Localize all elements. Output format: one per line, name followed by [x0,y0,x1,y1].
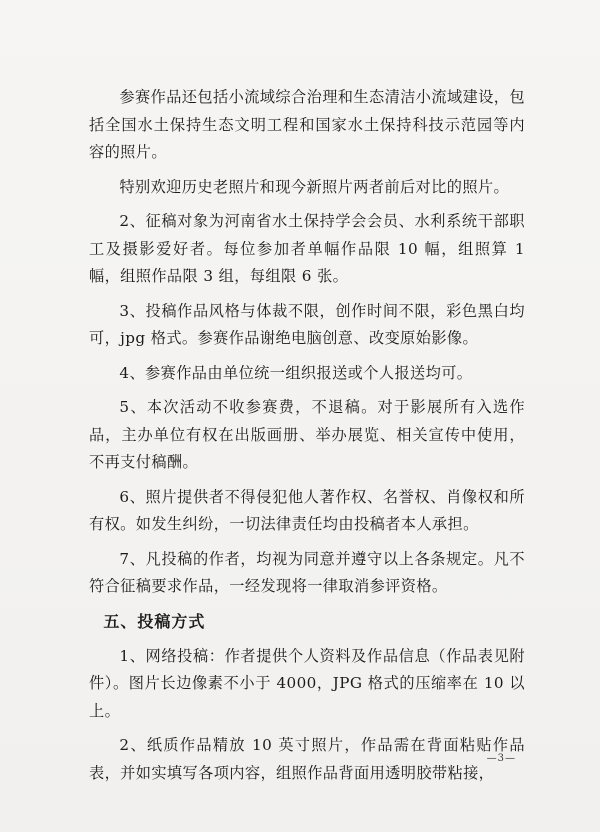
paragraph-print-submission: 2、纸质作品精放 10 英寸照片，作品需在背面粘贴作品表，并如实填写各项内容，组照作品背面用透明胶带粘接， [89,736,525,782]
page-number: —3— [486,753,516,764]
paragraph-participating-works: 参赛作品还包括小流域综合治理和生态清洁小流域建设，包括全国水土保持生态文明工程和国家水土保持科技示范园等内容的照片。 [89,88,525,161]
paragraph-historical-photos: 特别欢迎历史老照片和现今新照片两者前后对比的照片。 [119,177,510,196]
paragraph-rule-4: 4、参赛作品由单位统一组织报送或个人报送均可。 [119,363,473,382]
paragraph-rule-5: 5、本次活动不收参赛费，不退稿。对于影展所有入选作品，主办单位有权在出版画册、举办展览、相关宣传中使用，不再支付稿酬。 [89,398,525,471]
paragraph-rule-3: 3、投稿作品风格与体裁不限，创作时间不限，彩色黑白均可，jpg 格式。参赛作品谢绝电脑创意、改变原始影像。 [89,301,525,347]
section-heading-submission-method: 五、投稿方式 [103,611,206,631]
paragraph-rule-2: 2、征稿对象为河南省水土保持学会会员、水利系统干部职工及摄影爱好者。每位参加者单幅作品限 10 幅，组照算 1 幅，组照作品限 3 组，每组限 6 张。 [89,212,525,285]
document-body [89,84,525,794]
paragraph-online-submission: 1、网络投稿：作者提供个人资料及作品信息（作品表见附件）。图片长边像素不小于 4000，JPG 格式的压缩率在 10 以上。 [89,646,525,720]
paragraph-rule-7: 7、凡投稿的作者，均视为同意并遵守以上各条规定。凡不符合征稿要求作品，一经发现将一律取消参评资格。 [89,549,525,595]
paragraph-rule-6: 6、照片提供者不得侵犯他人著作权、名誉权、肖像权和所有权。如发生纠纷，一切法律责任均由投稿者本人承担。 [89,487,525,533]
